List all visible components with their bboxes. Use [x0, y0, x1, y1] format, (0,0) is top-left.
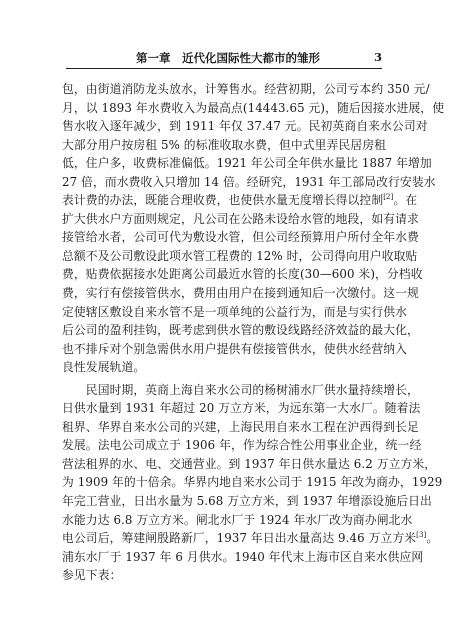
line-text: 良性发展轨道。 — [62, 360, 146, 375]
text-line — [62, 247, 418, 266]
text-line — [62, 80, 430, 99]
text-line — [62, 284, 419, 303]
line-text: 27 倍，而水费收入只增加 14 倍。经研究，1931 年工部局改行安装水 — [62, 174, 436, 189]
running-header — [66, 48, 382, 68]
line-text: 租界、华界自来水公司的兴建，上海民用自来水工程在沪西得到长足 — [62, 419, 419, 434]
line-text: 日供水量到 1931 年超过 20 万立方米，为远东第一大水厂。随着法 — [62, 401, 421, 416]
line-text: 表计费的办法，既能合理收费，也使供水量无度增长得以控制 — [62, 193, 384, 208]
text-line — [62, 117, 428, 136]
text-line — [62, 136, 386, 155]
line-text: 电公司后，筹建闸殷路新厂，1937 年日出水量高达 9.46 万立方米 — [62, 531, 417, 546]
line-text: 也不排斥对个别急需供水用户提供有偿接管供水，使供水经营纳入 — [62, 341, 408, 356]
text-line — [62, 154, 432, 173]
text-line — [62, 265, 423, 284]
paragraph — [62, 381, 443, 585]
page-number: 3 — [373, 50, 382, 64]
citation-reference[interactable]: [3] — [416, 531, 427, 540]
line-text: 浦东水厂于 1937 年 6 月供水。1940 年代末上海市区自来水供应网 — [62, 549, 424, 564]
text-line — [62, 511, 413, 530]
text-line — [62, 548, 424, 567]
text-line — [62, 173, 436, 192]
line-text: 发展。法电公司成立于 1906 年，作为综合性公用事业企业，统一经 — [62, 438, 422, 453]
header-rule — [66, 68, 382, 69]
line-text: 民国时期，英商上海自来水公司的杨树浦水厂供水量持续增长， — [62, 382, 419, 397]
line-text: 后公司的盈利挂钩，既考虑到供水管的敷设线路经济效益的最大化， — [62, 323, 419, 338]
line-text: 扩大供水户方面则规定，凡公司在公路未设给水管的地段，如有请求 — [62, 211, 419, 226]
text-line — [62, 340, 408, 359]
chapter-title: 第一章 近代化国际性大都市的雏形 — [136, 51, 320, 65]
text-line — [62, 99, 445, 118]
text-line — [62, 321, 419, 340]
citation-reference[interactable]: [2] — [383, 193, 394, 202]
text-line — [62, 381, 419, 400]
line-text: 总额不及公司敷设此项水管工程费的 12% 时，公司得向用户收取贴 — [62, 248, 418, 263]
line-text-tail: 。 — [426, 531, 439, 546]
line-text: 费，实行有偿接管供水，费用由用户在接到通知后一次缴付。这一规 — [62, 286, 419, 301]
text-line — [62, 492, 432, 511]
line-text: 为 1909 年的十倍余。华界内地自来水公司于 1915 年改为商办，1929 — [62, 475, 443, 490]
line-text-tail: 。在 — [393, 193, 418, 208]
text-line — [62, 473, 443, 492]
paragraph — [62, 80, 445, 377]
line-text: 月，以 1893 年水费收入为最高点(14443.65 元)，随后因接水进展，使 — [62, 100, 445, 115]
body-text — [62, 80, 445, 585]
text-line — [62, 303, 408, 322]
text-line — [62, 418, 419, 437]
line-text: 低，住户多，收费标准偏低。1921 年公司全年供水量比 1887 年增加 — [62, 156, 432, 171]
line-text: 年完工营业，日出水量为 5.68 万立方米，到 1937 年增添设施后日出 — [62, 494, 432, 509]
text-line — [62, 228, 419, 247]
line-text: 包，由街道消防龙头放水，计筹售水。经营初期，公司亏本约 350 元/ — [62, 82, 430, 96]
text-line — [62, 399, 421, 418]
line-text: 定使辖区敷设自来水管不是一项单纯的公益行为，而是与实行供水 — [62, 304, 408, 319]
text-line — [62, 529, 439, 548]
line-text: 费，贴费依据接水处距离公司最近水管的长度(30—600 米)，分档收 — [62, 267, 423, 282]
line-text: 参见下表： — [62, 568, 122, 583]
line-text: 水能力达 6.8 万立方米。闸北水厂于 1924 年水厂改为商办闸北水 — [62, 512, 413, 527]
line-text: 售水收入逐年减少，到 1911 年仅 37.47 元。民初英商自来水公司对 — [62, 119, 428, 134]
line-text: 接管给水者，公司可代为敷设水管，但公司经预算用户所付全年水费 — [62, 230, 419, 245]
text-line — [62, 358, 386, 377]
text-line — [62, 455, 437, 474]
line-text: 营法租界的水、电、交通营业。到 1937 年日供水量达 6.2 万立方米， — [62, 456, 437, 471]
line-text: 大部分用户按房租 5% 的标准收取水费，但中式里弄民居房租 — [62, 137, 387, 152]
text-line — [62, 210, 419, 229]
text-line — [62, 436, 422, 455]
text-line — [62, 191, 418, 210]
text-line — [62, 566, 386, 585]
